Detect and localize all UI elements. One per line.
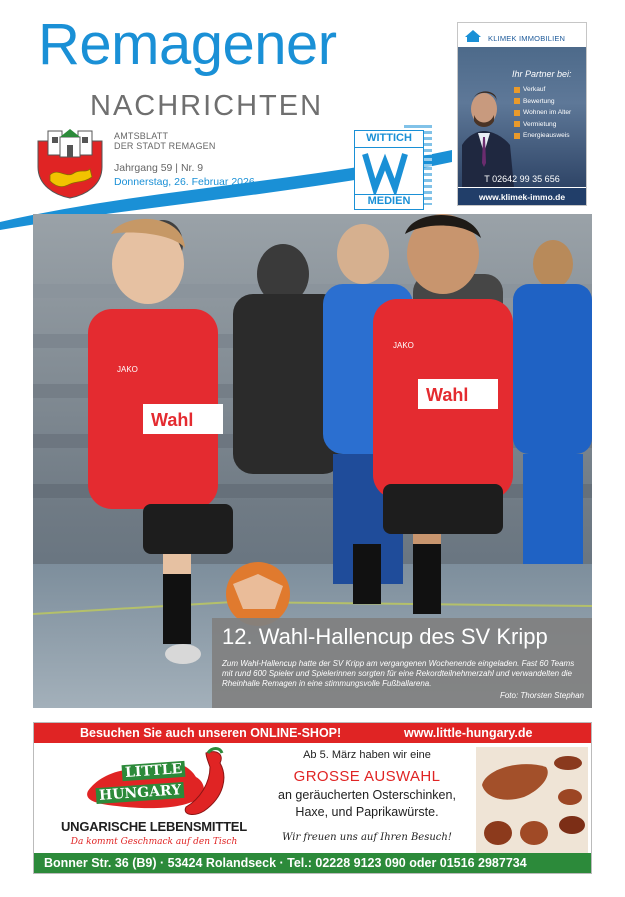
list-item: Wohnen im Alter bbox=[514, 107, 586, 119]
klimek-service-list bbox=[514, 84, 586, 142]
bullet-icon bbox=[514, 98, 520, 104]
offer-line-3: an geräucherten Osterschinken, bbox=[278, 788, 456, 802]
offer-line-1: Ab 5. März haben wir eine bbox=[303, 749, 431, 761]
jersey-sponsor-right: Wahl bbox=[426, 385, 469, 405]
klimek-immobilien-ad[interactable] bbox=[457, 22, 587, 206]
little-hungary-ad[interactable] bbox=[33, 722, 592, 874]
official-line-1: AMTSBLATT bbox=[114, 131, 169, 141]
newspaper-subtitle: NACHRICHTEN bbox=[90, 90, 324, 122]
bullet-icon bbox=[514, 110, 520, 116]
agent-portrait bbox=[462, 79, 514, 187]
list-item: Bewertung bbox=[514, 96, 586, 108]
klimek-partner-text: Ihr Partner bei: bbox=[512, 69, 572, 79]
ad-tagline: UNGARISCHE LEBENSMITTEL bbox=[60, 819, 248, 834]
list-item: Vermietung bbox=[514, 119, 586, 131]
remagen-coat-of-arms-icon bbox=[34, 127, 106, 199]
shop-website-link[interactable]: www.little-hungary.de bbox=[404, 726, 533, 740]
ad-bottom-banner bbox=[34, 853, 592, 874]
smoked-meat-photo bbox=[476, 747, 588, 853]
photo-credit: Foto: Thorsten Stephan bbox=[499, 691, 584, 700]
ad-offer-text bbox=[262, 747, 472, 845]
bullet-icon bbox=[514, 121, 520, 127]
offer-headline: GROSSE AUSWAHL bbox=[293, 768, 441, 785]
shop-address: Bonner Str. 36 (B9) · 53424 Rolandseck · Tel.: 02228 9123 090 oder 01516 2987734 bbox=[44, 856, 527, 870]
offer-line-4: Haxe, und Paprikawürste. bbox=[295, 805, 439, 819]
jersey-brand-left: JAKO bbox=[117, 365, 138, 374]
issue-number: Jahrgang 59 | Nr. 9 bbox=[114, 162, 204, 174]
official-line-2: DER STADT REMAGEN bbox=[114, 141, 216, 151]
issue-date: Donnerstag, 26. Februar 2026 bbox=[114, 176, 255, 188]
publisher-logo[interactable] bbox=[354, 130, 424, 210]
hero-caption bbox=[212, 618, 592, 708]
ad-top-banner bbox=[34, 723, 592, 743]
online-shop-text: Besuchen Sie auch unseren ONLINE-SHOP! bbox=[80, 726, 342, 740]
newspaper-title: Remagener bbox=[38, 12, 337, 77]
jersey-sponsor-left: Wahl bbox=[151, 410, 194, 430]
klimek-phone: T 02642 99 35 656 bbox=[484, 174, 560, 184]
house-icon bbox=[464, 29, 482, 43]
list-item: Verkauf bbox=[514, 84, 586, 96]
official-gazette-label bbox=[114, 131, 216, 151]
klimek-header bbox=[458, 23, 586, 47]
brand-hungary: HUNGARY bbox=[96, 782, 185, 804]
bullet-icon bbox=[514, 87, 520, 93]
publisher-w-icon bbox=[354, 148, 424, 194]
hero-headline: 12. Wahl-Hallencup des SV Kripp bbox=[222, 624, 548, 649]
bullet-icon bbox=[514, 133, 520, 139]
publisher-name-top: WITTICH bbox=[354, 130, 424, 148]
offer-line-5: Wir freuen uns auf Ihren Besuch! bbox=[282, 832, 452, 843]
list-item: Energieausweis bbox=[514, 130, 586, 142]
ad-slogan: Da kommt Geschmack auf den Tisch bbox=[70, 837, 238, 847]
hero-text: Zum Wahl-Hallencup hatte der SV Kripp am vergangenen Wochenende eingeladen. Fast 60 Teams mit rund 600 Spieler und Spielerinnen sorgten für eine Rekordteilnehmerzahl und verwandelten die Rheinhalle Remagen in eine stimmungsvolle Fußballarena. bbox=[222, 659, 575, 688]
jersey-brand-right: JAKO bbox=[393, 341, 414, 350]
klimek-website-link[interactable]: www.klimek-immo.de bbox=[458, 188, 586, 206]
publisher-name-bottom: MEDIEN bbox=[354, 194, 424, 210]
klimek-brand: KLIMEK IMMOBILIEN bbox=[488, 34, 566, 43]
brand-little: LITTLE bbox=[122, 761, 186, 781]
